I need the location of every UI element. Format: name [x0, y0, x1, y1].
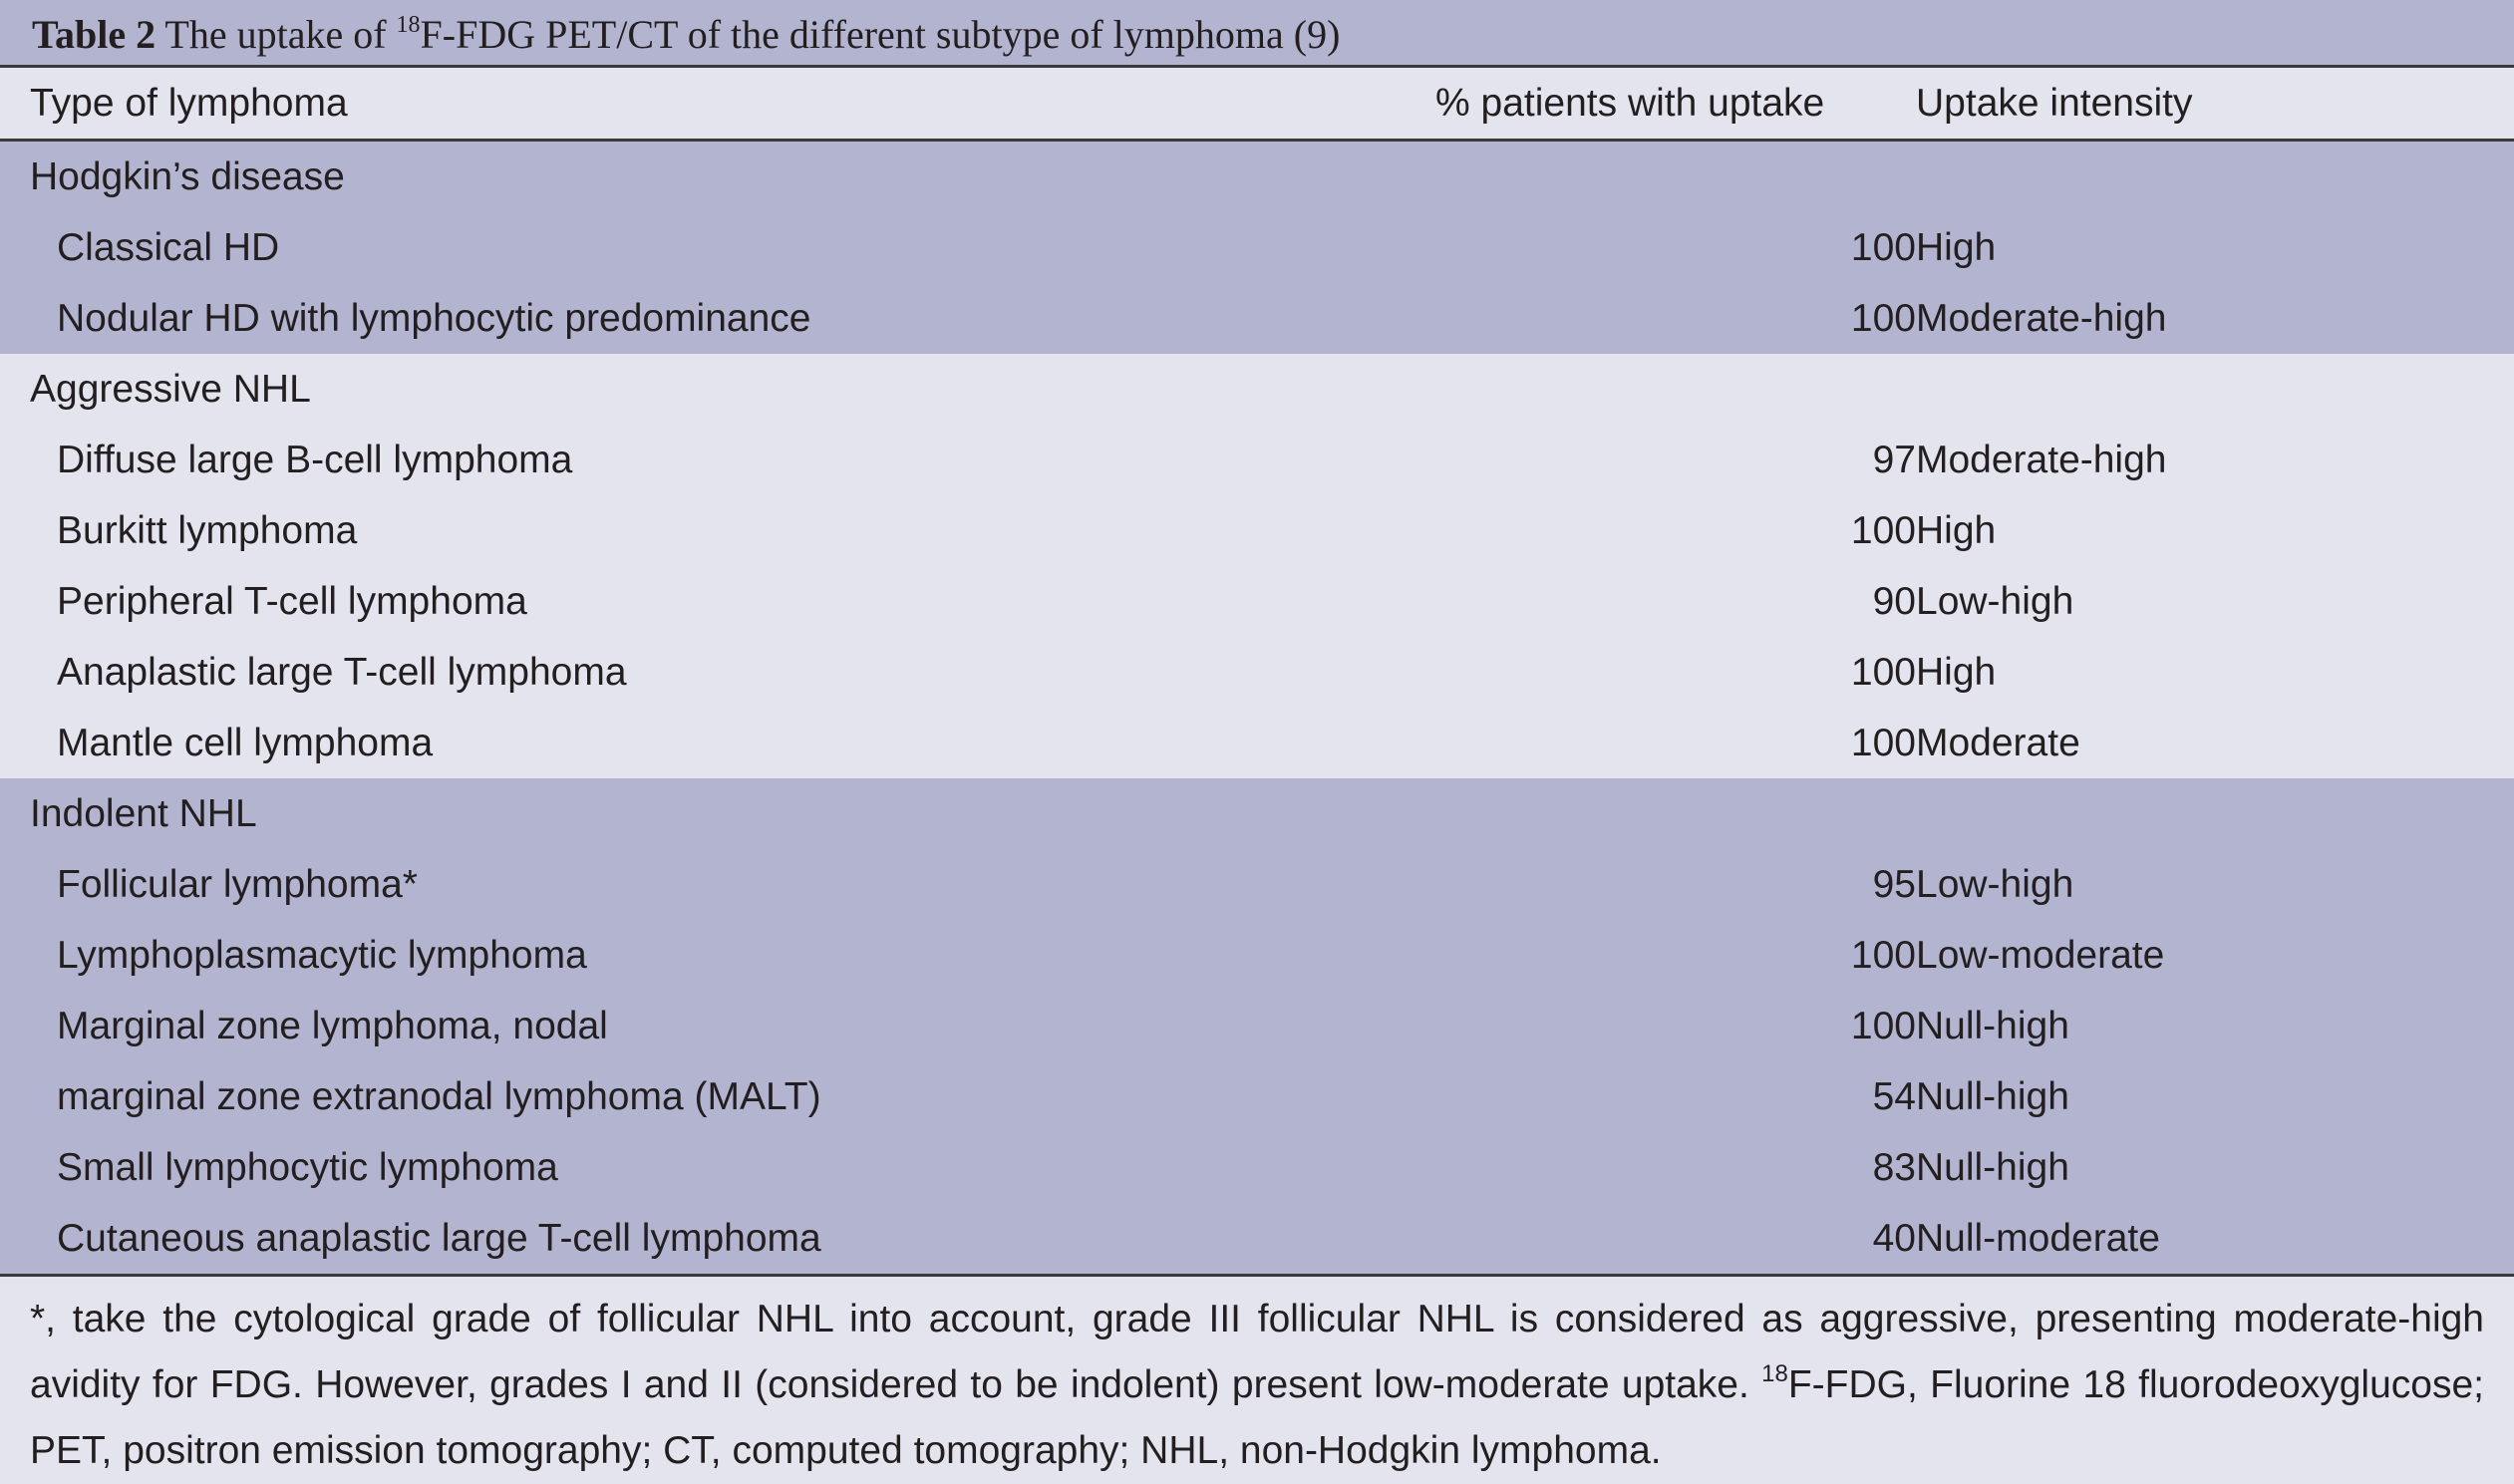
group-row [0, 354, 2514, 425]
row-name: Mantle cell lymphoma [0, 708, 1435, 778]
row-name: Cutaneous anaplastic large T-cell lymphoma [0, 1203, 1435, 1276]
footnote-superscript: 18 [1761, 1360, 1788, 1387]
row-name: Marginal zone lymphoma, nodal [0, 991, 1435, 1061]
row-pct: 100 [1435, 283, 1916, 354]
row-intensity: Low-high [1916, 566, 2514, 637]
table-row [0, 495, 2514, 566]
header-row [0, 68, 2514, 141]
row-pct: 100 [1435, 637, 1916, 708]
row-pct: 100 [1435, 495, 1916, 566]
group-row [0, 141, 2514, 213]
header-type: Type of lymphoma [0, 68, 1435, 141]
header-pct: % patients with uptake [1435, 68, 1916, 141]
table-row [0, 1203, 2514, 1276]
row-pct: 100 [1435, 920, 1916, 991]
table-row [0, 283, 2514, 354]
row-name: Lymphoplasmacytic lymphoma [0, 920, 1435, 991]
row-pct: 97 [1435, 425, 1916, 495]
caption-text-2: F-FDG PET/CT of the different subtype of lymphoma (9) [420, 12, 1341, 57]
row-pct: 95 [1435, 849, 1916, 920]
row-name: marginal zone extranodal lymphoma (MALT) [0, 1061, 1435, 1132]
row-name: Anaplastic large T-cell lymphoma [0, 637, 1435, 708]
caption-text-1: The uptake of [156, 12, 397, 57]
group-label-indolent: Indolent NHL [0, 778, 1435, 849]
row-pct: 100 [1435, 708, 1916, 778]
row-name: Diffuse large B-cell lymphoma [0, 425, 1435, 495]
row-intensity: High [1916, 495, 2514, 566]
row-name: Follicular lymphoma* [0, 849, 1435, 920]
row-pct: 54 [1435, 1061, 1916, 1132]
lymphoma-table [0, 68, 2514, 1277]
table-row [0, 212, 2514, 283]
row-intensity: Moderate [1916, 708, 2514, 778]
table-row [0, 1061, 2514, 1132]
table-caption [0, 0, 2514, 68]
table-row [0, 1132, 2514, 1203]
row-pct: 90 [1435, 566, 1916, 637]
group-label-hodgkin: Hodgkin’s disease [0, 141, 1435, 213]
row-intensity: Null-moderate [1916, 1203, 2514, 1276]
table-row [0, 920, 2514, 991]
table-row [0, 637, 2514, 708]
row-intensity: Moderate-high [1916, 425, 2514, 495]
table-row [0, 566, 2514, 637]
row-name: Peripheral T-cell lymphoma [0, 566, 1435, 637]
caption-superscript: 18 [396, 12, 421, 38]
row-pct: 100 [1435, 991, 1916, 1061]
row-intensity: Moderate-high [1916, 283, 2514, 354]
row-intensity: Null-high [1916, 991, 2514, 1061]
table-row [0, 849, 2514, 920]
row-name: Nodular HD with lymphocytic predominance [0, 283, 1435, 354]
row-pct: 40 [1435, 1203, 1916, 1276]
row-name: Burkitt lymphoma [0, 495, 1435, 566]
row-intensity: High [1916, 637, 2514, 708]
row-name: Classical HD [0, 212, 1435, 283]
row-intensity: Low-moderate [1916, 920, 2514, 991]
group-label-aggressive: Aggressive NHL [0, 354, 1435, 425]
row-pct: 83 [1435, 1132, 1916, 1203]
table-footnote [0, 1277, 2514, 1484]
table-row [0, 991, 2514, 1061]
row-intensity: Null-high [1916, 1132, 2514, 1203]
row-name: Small lymphocytic lymphoma [0, 1132, 1435, 1203]
table-label: Table 2 [32, 12, 157, 57]
footnote-text-1: *, take the cytological grade of follicular NHL into account, grade III follicular NHL is considered as aggressive, presenting moderate-high avidity for FDG. However, grades I and II (considered to be indolent) present low-moderate uptake. [30, 1298, 2484, 1406]
table-row [0, 425, 2514, 495]
row-intensity: Null-high [1916, 1061, 2514, 1132]
row-pct: 100 [1435, 212, 1916, 283]
header-intensity: Uptake intensity [1916, 68, 2514, 141]
row-intensity: Low-high [1916, 849, 2514, 920]
table-row [0, 708, 2514, 778]
group-row [0, 778, 2514, 849]
row-intensity: High [1916, 212, 2514, 283]
footnote-text-2: F-FDG, Fluorine 18 fluorodeoxyglucose; PET, positron emission tomography; CT, computed tomography; NHL, non-Hodgkin lymphoma. [30, 1363, 2484, 1472]
